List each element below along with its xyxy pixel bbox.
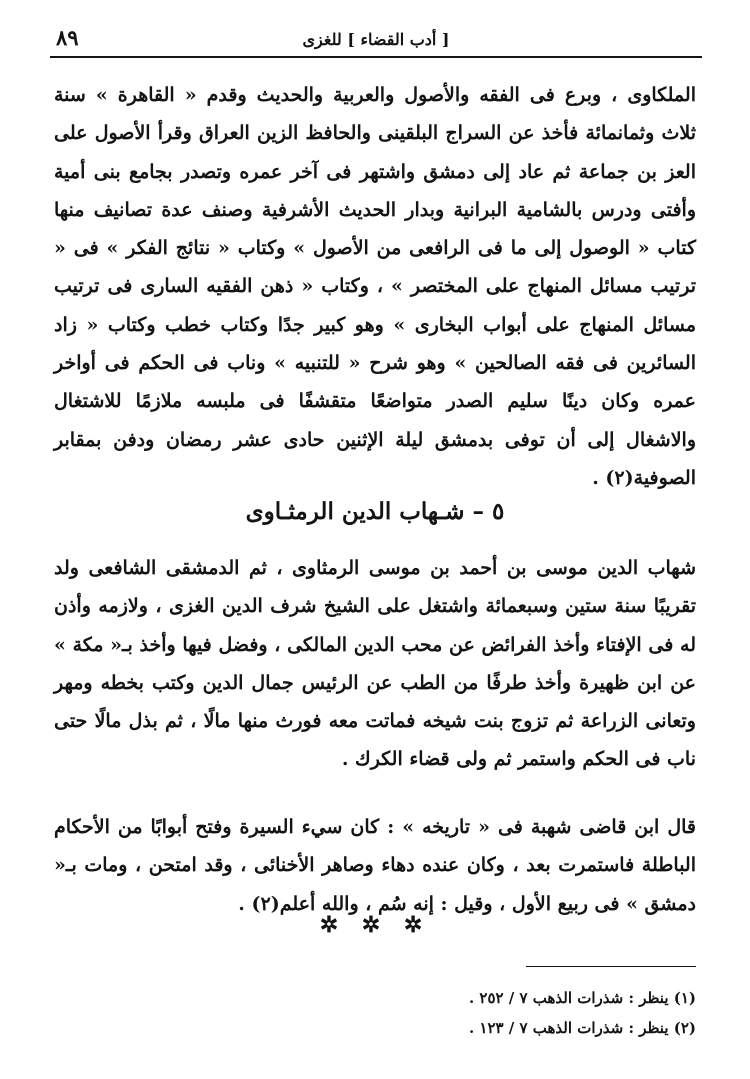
section-separator-stars: ✲ ✲ ✲: [319, 912, 431, 938]
page-number: ٨٩: [56, 25, 79, 50]
footnotes: [296, 983, 696, 1043]
footnote-2: (٢) ينظر : شذرات الذهب ٧ / ١٢٣ .: [468, 1019, 696, 1037]
footnote-divider: [526, 966, 696, 967]
paragraph-biography: شهاب الدين موسى بن أحمد بن موسى الرمثاوى ، ثم الدمشقى الشافعى ولد تقريبًا سنة ستين وسبعمائة واشتغل على الشيخ شرف الدين الغزى ، ولازمه وأذن له فى الإفتاء وأخذ الفرائض عن محب الدين المالكى ، وفضل فيها وأخذ بـ« مكة » عن ابن ظهيرة وأخذ طرفًا من الطب عن الرئيس جمال الدين وكتب بخطه ومهر وتعانى الزراعة ثم تزوج بنت شيخه فماتت معه فورث منها مالًا ، ثم بذل مالًا حتى ناب فى الحكم واستمر ثم ولى قضاء الكرك .: [54, 557, 696, 771]
section-heading: ٥ – شـهاب الدين الرمثـاوى: [245, 498, 505, 525]
running-title: [ أدب القضاء ] للغزى: [302, 29, 450, 49]
paragraph-continuation: الملكاوى ، وبرع فى الفقه والأصول والعربية والحديث وقدم « القاهرة » سنة ثلاث وثمانمائة فأخذ عن السراج البلقينى والحافظ الزين العراق وقرأ الأصول على العز بن جماعة ثم عاد إلى دمشق واشتهر فى آخر عمره وتصدر بجامع بنى أمية وأفتى ودرس بالشامية البرانية وبدار الحديث الأشرفية وصنف عدة تصانيف منها كتاب « الوصول إلى ما فى الرافعى من الأصول » وكتاب « نتائج الفكر » فى « ترتيب مسائل المنهاج على المختصر » ، وكتاب « ذهن الفقيه السارى فى ترتيب مسائل المنهاج على أبواب البخارى » وهو كبير جدًا وكتاب خطب وكتاب « زاد السائرين فى فقه الصالحين » وهو شرح « للتنبيه » وناب فى الحكم فى أواخر عمره وكان دينًا سليم الصدر متواضعًا متقشفًا فى ملبسه ملازمًا للاشتغال والاشغال إلى أن توفى بدمشق ليلة الإثنين حادى عشر رمضان ودفن بمقابر الصوفية(٢) .: [54, 84, 696, 489]
paragraph-quote: قال ابن قاضى شهبة فى « تاريخه » : كان سيء السيرة وفتح أبوابًا من الأحكام الباطلة فاستمرت بعد ، وكان عنده دهاء وصاهر الأخنائى ، وقد امتحن ، ومات بـ« دمشق » فى ربيع الأول ، وقيل : إنه سُم ، والله أعلم(٢) .: [54, 816, 696, 915]
page-header: [50, 22, 702, 58]
footnote-1: (١) ينظر : شذرات الذهب ٧ / ٢٥٢ .: [468, 989, 696, 1007]
